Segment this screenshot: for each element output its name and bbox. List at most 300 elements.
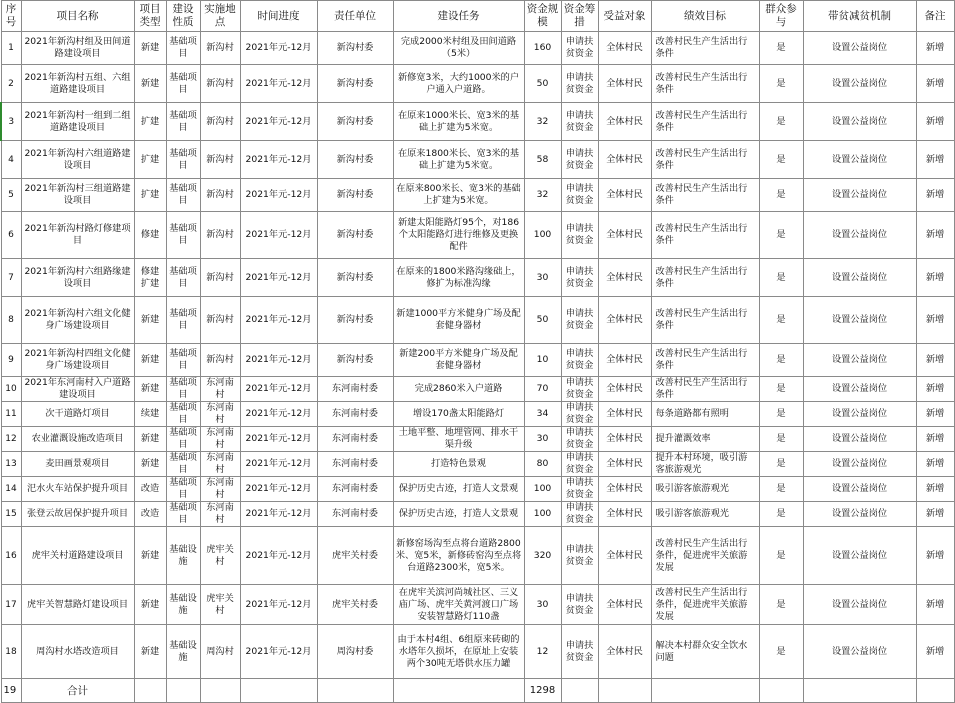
funding-source-cell: 申请扶贫资金: [561, 452, 598, 477]
location-cell: 新沟村: [200, 344, 240, 377]
project-name-cell: 2021年新沟村三组道路建设项目: [21, 179, 134, 212]
beneficiary-cell: 全体村民: [598, 452, 651, 477]
schedule-cell: 2021年元-12月: [240, 452, 317, 477]
construction-nature-cell: 基础项目: [166, 402, 200, 427]
header-cell: 受益对象: [598, 1, 651, 32]
row-index-cell: 14: [1, 477, 21, 502]
schedule-cell: 2021年元-12月: [240, 377, 317, 402]
project-name-cell: 2021年新沟村一组到二组道路建设项目: [21, 103, 134, 141]
funding-amount-cell: 320: [524, 527, 561, 585]
construction-nature-cell: 基础设施: [166, 585, 200, 625]
project-name-cell: 2021年新沟村六组路缘建设项目: [21, 259, 134, 297]
performance-goal-cell: 改善村民生产生活出行条件: [651, 377, 759, 402]
project-type-cell: 新建: [134, 527, 166, 585]
table-row: [1, 477, 954, 502]
task-cell: 打造特色景观: [393, 452, 524, 477]
responsible-unit-cell: 东河南村委: [317, 477, 393, 502]
schedule-cell: 2021年元-12月: [240, 212, 317, 259]
schedule-cell: 2021年元-12月: [240, 141, 317, 179]
responsible-unit-cell: 新沟村委: [317, 259, 393, 297]
location-cell: 新沟村: [200, 141, 240, 179]
poverty-mechanism-cell: 设置公益岗位: [803, 585, 916, 625]
task-cell: 保护历史古迹，打造人文景观: [393, 477, 524, 502]
beneficiary-cell: 全体村民: [598, 259, 651, 297]
public-participation-cell: 是: [759, 344, 803, 377]
poverty-mechanism-cell: 设置公益岗位: [803, 625, 916, 679]
beneficiary-cell: 全体村民: [598, 141, 651, 179]
location-cell: 新沟村: [200, 212, 240, 259]
total-amount-cell: 1298: [524, 679, 561, 703]
performance-goal-cell: 吸引游客旅游观光: [651, 502, 759, 527]
project-type-cell: 新建: [134, 625, 166, 679]
responsible-unit-cell: 东河南村委: [317, 402, 393, 427]
beneficiary-cell: 全体村民: [598, 179, 651, 212]
table-row: [1, 297, 954, 344]
beneficiary-cell: 全体村民: [598, 585, 651, 625]
project-name-cell: 虎牢关智慧路灯建设项目: [21, 585, 134, 625]
header-cell: 带贫减贫机制: [803, 1, 916, 32]
location-cell: 周沟村: [200, 625, 240, 679]
remark-cell: 新增: [916, 65, 954, 103]
header-cell: 项目类型: [134, 1, 166, 32]
responsible-unit-cell: 周沟村委: [317, 625, 393, 679]
performance-goal-cell: 吸引游客旅游观光: [651, 477, 759, 502]
header-cell: 绩效目标: [651, 1, 759, 32]
beneficiary-cell: 全体村民: [598, 65, 651, 103]
header-cell: 责任单位: [317, 1, 393, 32]
responsible-unit-cell: 虎牢关村委: [317, 585, 393, 625]
empty-cell: [561, 679, 598, 703]
row-index-cell: 7: [1, 259, 21, 297]
remark-cell: 新增: [916, 527, 954, 585]
header-cell: 实施地点: [200, 1, 240, 32]
schedule-cell: 2021年元-12月: [240, 344, 317, 377]
responsible-unit-cell: 新沟村委: [317, 297, 393, 344]
project-type-cell: 续建: [134, 402, 166, 427]
table-row: [1, 452, 954, 477]
location-cell: 东河南村: [200, 452, 240, 477]
remark-cell: 新增: [916, 32, 954, 65]
funding-amount-cell: 34: [524, 402, 561, 427]
funding-amount-cell: 160: [524, 32, 561, 65]
public-participation-cell: 是: [759, 477, 803, 502]
table-row: [1, 502, 954, 527]
funding-source-cell: 申请扶贫资金: [561, 212, 598, 259]
performance-goal-cell: 改善村民生产生活出行条件，促进虎牢关旅游发展: [651, 527, 759, 585]
row-index-cell: 15: [1, 502, 21, 527]
location-cell: 东河南村: [200, 427, 240, 452]
poverty-mechanism-cell: 设置公益岗位: [803, 259, 916, 297]
poverty-mechanism-cell: 设置公益岗位: [803, 527, 916, 585]
remark-cell: 新增: [916, 141, 954, 179]
project-type-cell: 新建: [134, 65, 166, 103]
responsible-unit-cell: 新沟村委: [317, 141, 393, 179]
task-cell: 完成2000米村组及田间道路（5米）: [393, 32, 524, 65]
remark-cell: 新增: [916, 402, 954, 427]
header-cell: 资金筹措: [561, 1, 598, 32]
performance-goal-cell: 提升灌溉效率: [651, 427, 759, 452]
beneficiary-cell: 全体村民: [598, 427, 651, 452]
total-row: [1, 679, 954, 703]
table-row: [1, 212, 954, 259]
remark-cell: 新增: [916, 377, 954, 402]
table-body: [1, 32, 954, 703]
location-cell: 新沟村: [200, 179, 240, 212]
funding-amount-cell: 30: [524, 259, 561, 297]
location-cell: 新沟村: [200, 32, 240, 65]
project-type-cell: 新建: [134, 32, 166, 65]
total-index-cell: 19: [1, 679, 21, 703]
project-name-cell: 次干道路灯项目: [21, 402, 134, 427]
header-cell: 资金规模: [524, 1, 561, 32]
project-type-cell: 改造: [134, 502, 166, 527]
task-cell: 在原来1000米长、宽3米的基础上扩建为5米宽。: [393, 103, 524, 141]
project-type-cell: 新建: [134, 297, 166, 344]
construction-nature-cell: 基础项目: [166, 452, 200, 477]
table-row: [1, 141, 954, 179]
location-cell: 新沟村: [200, 103, 240, 141]
remark-cell: 新增: [916, 477, 954, 502]
construction-nature-cell: 基础项目: [166, 259, 200, 297]
public-participation-cell: 是: [759, 402, 803, 427]
task-cell: 在虎牢关滨河尚城社区、三义庙广场、虎牢关黄河渡口广场安装智慧路灯110盏: [393, 585, 524, 625]
construction-nature-cell: 基础项目: [166, 141, 200, 179]
beneficiary-cell: 全体村民: [598, 297, 651, 344]
schedule-cell: 2021年元-12月: [240, 477, 317, 502]
responsible-unit-cell: 新沟村委: [317, 212, 393, 259]
public-participation-cell: 是: [759, 179, 803, 212]
project-type-cell: 改造: [134, 477, 166, 502]
location-cell: 东河南村: [200, 402, 240, 427]
project-name-cell: 汜水火车站保护提升项目: [21, 477, 134, 502]
table-row: [1, 344, 954, 377]
schedule-cell: 2021年元-12月: [240, 297, 317, 344]
project-name-cell: 2021年新沟村四组文化健身广场建设项目: [21, 344, 134, 377]
remark-cell: 新增: [916, 625, 954, 679]
funding-amount-cell: 50: [524, 297, 561, 344]
performance-goal-cell: 改善村民生产生活出行条件: [651, 297, 759, 344]
beneficiary-cell: 全体村民: [598, 477, 651, 502]
public-participation-cell: 是: [759, 502, 803, 527]
row-index-cell: 9: [1, 344, 21, 377]
row-index-cell: 12: [1, 427, 21, 452]
table-row: [1, 103, 954, 141]
funding-source-cell: 申请扶贫资金: [561, 179, 598, 212]
public-participation-cell: 是: [759, 32, 803, 65]
beneficiary-cell: 全体村民: [598, 625, 651, 679]
project-type-cell: 扩建: [134, 141, 166, 179]
empty-cell: [200, 679, 240, 703]
public-participation-cell: 是: [759, 141, 803, 179]
construction-nature-cell: 基础项目: [166, 212, 200, 259]
empty-cell: [598, 679, 651, 703]
beneficiary-cell: 全体村民: [598, 502, 651, 527]
header-cell: 群众参与: [759, 1, 803, 32]
responsible-unit-cell: 虎牢关村委: [317, 527, 393, 585]
location-cell: 东河南村: [200, 477, 240, 502]
funding-amount-cell: 70: [524, 377, 561, 402]
public-participation-cell: 是: [759, 452, 803, 477]
public-participation-cell: 是: [759, 65, 803, 103]
beneficiary-cell: 全体村民: [598, 377, 651, 402]
funding-source-cell: 申请扶贫资金: [561, 502, 598, 527]
funding-source-cell: 申请扶贫资金: [561, 402, 598, 427]
project-type-cell: 新建: [134, 452, 166, 477]
task-cell: 保护历史古迹，打造人文景观: [393, 502, 524, 527]
schedule-cell: 2021年元-12月: [240, 103, 317, 141]
header-cell: 建设性质: [166, 1, 200, 32]
task-cell: 新建200平方米健身广场及配套健身器材: [393, 344, 524, 377]
performance-goal-cell: 每条道路都有照明: [651, 402, 759, 427]
funding-amount-cell: 100: [524, 502, 561, 527]
empty-cell: [317, 679, 393, 703]
table-row: [1, 585, 954, 625]
project-type-cell: 新建: [134, 377, 166, 402]
project-name-cell: 2021年新沟村组及田间道路建设项目: [21, 32, 134, 65]
table-row: [1, 32, 954, 65]
construction-nature-cell: 基础项目: [166, 297, 200, 344]
funding-amount-cell: 50: [524, 65, 561, 103]
public-participation-cell: 是: [759, 212, 803, 259]
project-type-cell: 扩建: [134, 179, 166, 212]
row-index-cell: 13: [1, 452, 21, 477]
project-type-cell: 新建: [134, 344, 166, 377]
poverty-mechanism-cell: 设置公益岗位: [803, 32, 916, 65]
public-participation-cell: 是: [759, 103, 803, 141]
task-cell: 土地平整、地埋管网、排水干渠升级: [393, 427, 524, 452]
remark-cell: 新增: [916, 585, 954, 625]
poverty-mechanism-cell: 设置公益岗位: [803, 212, 916, 259]
empty-cell: [240, 679, 317, 703]
funding-source-cell: 申请扶贫资金: [561, 477, 598, 502]
row-index-cell: 8: [1, 297, 21, 344]
schedule-cell: 2021年元-12月: [240, 585, 317, 625]
construction-nature-cell: 基础项目: [166, 502, 200, 527]
task-cell: 新修宽3米，大约1000米的户户通入户道路。: [393, 65, 524, 103]
project-name-cell: 虎牢关村道路建设项目: [21, 527, 134, 585]
empty-cell: [759, 679, 803, 703]
row-index-cell: 16: [1, 527, 21, 585]
schedule-cell: 2021年元-12月: [240, 527, 317, 585]
public-participation-cell: 是: [759, 527, 803, 585]
beneficiary-cell: 全体村民: [598, 103, 651, 141]
poverty-mechanism-cell: 设置公益岗位: [803, 377, 916, 402]
funding-amount-cell: 30: [524, 585, 561, 625]
public-participation-cell: 是: [759, 377, 803, 402]
construction-nature-cell: 基础项目: [166, 344, 200, 377]
schedule-cell: 2021年元-12月: [240, 427, 317, 452]
header-cell: 项目名称: [21, 1, 134, 32]
project-name-cell: 2021年新沟村路灯修建项目: [21, 212, 134, 259]
poverty-mechanism-cell: 设置公益岗位: [803, 427, 916, 452]
table-row: [1, 427, 954, 452]
performance-goal-cell: 解决本村群众安全饮水问题: [651, 625, 759, 679]
beneficiary-cell: 全体村民: [598, 32, 651, 65]
poverty-mechanism-cell: 设置公益岗位: [803, 452, 916, 477]
funding-source-cell: 申请扶贫资金: [561, 377, 598, 402]
task-cell: 新建1000平方米健身广场及配套健身器材: [393, 297, 524, 344]
row-index-cell: 17: [1, 585, 21, 625]
public-participation-cell: 是: [759, 585, 803, 625]
construction-nature-cell: 基础项目: [166, 477, 200, 502]
responsible-unit-cell: 东河南村委: [317, 452, 393, 477]
schedule-cell: 2021年元-12月: [240, 179, 317, 212]
table-row: [1, 179, 954, 212]
performance-goal-cell: 改善村民生产生活出行条件: [651, 212, 759, 259]
row-index-cell: 11: [1, 402, 21, 427]
project-type-cell: 新建: [134, 585, 166, 625]
performance-goal-cell: 改善村民生产生活出行条件: [651, 259, 759, 297]
funding-source-cell: 申请扶贫资金: [561, 527, 598, 585]
poverty-mechanism-cell: 设置公益岗位: [803, 141, 916, 179]
construction-nature-cell: 基础项目: [166, 32, 200, 65]
poverty-mechanism-cell: 设置公益岗位: [803, 502, 916, 527]
table-row: [1, 527, 954, 585]
header-cell: 建设任务: [393, 1, 524, 32]
empty-cell: [916, 679, 954, 703]
empty-cell: [166, 679, 200, 703]
remark-cell: 新增: [916, 259, 954, 297]
task-cell: 由于本村4组、6组原来砖砌的水塔年久损坏，在原址上安装两个30吨无塔供水压力罐: [393, 625, 524, 679]
project-name-cell: 周沟村水塔改造项目: [21, 625, 134, 679]
construction-nature-cell: 基础项目: [166, 377, 200, 402]
responsible-unit-cell: 新沟村委: [317, 65, 393, 103]
beneficiary-cell: 全体村民: [598, 402, 651, 427]
total-label-cell: 合计: [21, 679, 134, 703]
construction-nature-cell: 基础项目: [166, 103, 200, 141]
responsible-unit-cell: 新沟村委: [317, 344, 393, 377]
poverty-mechanism-cell: 设置公益岗位: [803, 103, 916, 141]
table-row: [1, 625, 954, 679]
empty-cell: [134, 679, 166, 703]
empty-cell: [393, 679, 524, 703]
location-cell: 新沟村: [200, 65, 240, 103]
performance-goal-cell: 改善村民生产生活出行条件: [651, 32, 759, 65]
public-participation-cell: 是: [759, 427, 803, 452]
poverty-mechanism-cell: 设置公益岗位: [803, 65, 916, 103]
construction-nature-cell: 基础项目: [166, 179, 200, 212]
location-cell: 东河南村: [200, 377, 240, 402]
beneficiary-cell: 全体村民: [598, 344, 651, 377]
row-index-cell: 2: [1, 65, 21, 103]
schedule-cell: 2021年元-12月: [240, 259, 317, 297]
funding-amount-cell: 30: [524, 427, 561, 452]
row-index-cell: 3: [1, 103, 21, 141]
funding-source-cell: 申请扶贫资金: [561, 344, 598, 377]
header-cell: 时间进度: [240, 1, 317, 32]
funding-source-cell: 申请扶贫资金: [561, 141, 598, 179]
beneficiary-cell: 全体村民: [598, 527, 651, 585]
funding-source-cell: 申请扶贫资金: [561, 103, 598, 141]
empty-cell: [651, 679, 759, 703]
table-row: [1, 259, 954, 297]
construction-nature-cell: 基础设施: [166, 625, 200, 679]
project-name-cell: 2021年新沟村六组道路建设项目: [21, 141, 134, 179]
performance-goal-cell: 改善村民生产生活出行条件: [651, 141, 759, 179]
beneficiary-cell: 全体村民: [598, 212, 651, 259]
funding-source-cell: 申请扶贫资金: [561, 427, 598, 452]
performance-goal-cell: 改善村民生产生活出行条件: [651, 344, 759, 377]
funding-source-cell: 申请扶贫资金: [561, 585, 598, 625]
task-cell: 在原来800米长、宽3米的基础上扩建为5米宽。: [393, 179, 524, 212]
project-type-cell: 修建: [134, 212, 166, 259]
construction-nature-cell: 基础设施: [166, 527, 200, 585]
funding-amount-cell: 12: [524, 625, 561, 679]
project-name-cell: 2021年东河南村入户道路建设项目: [21, 377, 134, 402]
responsible-unit-cell: 东河南村委: [317, 427, 393, 452]
funding-source-cell: 申请扶贫资金: [561, 65, 598, 103]
row-index-cell: 4: [1, 141, 21, 179]
task-cell: 新修窑场沟至点将台道路2800米、宽5米，新修砖窑沟至点将台道路2300米，宽5米。: [393, 527, 524, 585]
poverty-mechanism-cell: 设置公益岗位: [803, 402, 916, 427]
row-index-cell: 5: [1, 179, 21, 212]
project-name-cell: 2021年新沟村五组、六组道路建设项目: [21, 65, 134, 103]
performance-goal-cell: 改善村民生产生活出行条件: [651, 103, 759, 141]
project-name-cell: 2021年新沟村六组文化健身广场建设项目: [21, 297, 134, 344]
poverty-mechanism-cell: 设置公益岗位: [803, 297, 916, 344]
row-index-cell: 6: [1, 212, 21, 259]
remark-cell: 新增: [916, 212, 954, 259]
construction-nature-cell: 基础项目: [166, 65, 200, 103]
funding-amount-cell: 32: [524, 179, 561, 212]
location-cell: 虎牢关村: [200, 527, 240, 585]
row-index-cell: 18: [1, 625, 21, 679]
schedule-cell: 2021年元-12月: [240, 65, 317, 103]
remark-cell: 新增: [916, 452, 954, 477]
schedule-cell: 2021年元-12月: [240, 402, 317, 427]
header-row: [1, 1, 954, 32]
responsible-unit-cell: 新沟村委: [317, 179, 393, 212]
project-name-cell: 麦田画景观项目: [21, 452, 134, 477]
task-cell: 新建太阳能路灯95个，对186个太阳能路灯进行维修及更换配件: [393, 212, 524, 259]
table-row: [1, 377, 954, 402]
responsible-unit-cell: 新沟村委: [317, 103, 393, 141]
header-cell: 备注: [916, 1, 954, 32]
remark-cell: 新增: [916, 502, 954, 527]
funding-source-cell: 申请扶贫资金: [561, 259, 598, 297]
poverty-mechanism-cell: 设置公益岗位: [803, 344, 916, 377]
remark-cell: 新增: [916, 103, 954, 141]
public-participation-cell: 是: [759, 297, 803, 344]
task-cell: 在原来1800米长、宽3米的基础上扩建为5米宽。: [393, 141, 524, 179]
remark-cell: 新增: [916, 427, 954, 452]
performance-goal-cell: 提升本村环境，吸引游客旅游观光: [651, 452, 759, 477]
location-cell: 新沟村: [200, 259, 240, 297]
project-name-cell: 张登云故居保护提升项目: [21, 502, 134, 527]
location-cell: 东河南村: [200, 502, 240, 527]
remark-cell: 新增: [916, 179, 954, 212]
remark-cell: 新增: [916, 297, 954, 344]
table-row: [1, 65, 954, 103]
performance-goal-cell: 改善村民生产生活出行条件: [651, 65, 759, 103]
empty-cell: [803, 679, 916, 703]
table-row: [1, 402, 954, 427]
row-index-cell: 10: [1, 377, 21, 402]
task-cell: 完成2860米入户道路: [393, 377, 524, 402]
schedule-cell: 2021年元-12月: [240, 502, 317, 527]
project-type-cell: 扩建: [134, 103, 166, 141]
construction-nature-cell: 基础项目: [166, 427, 200, 452]
responsible-unit-cell: 东河南村委: [317, 377, 393, 402]
header-cell: 序号: [1, 1, 21, 32]
public-participation-cell: 是: [759, 259, 803, 297]
funding-amount-cell: 32: [524, 103, 561, 141]
funding-amount-cell: 100: [524, 477, 561, 502]
project-type-cell: 修建扩建: [134, 259, 166, 297]
funding-source-cell: 申请扶贫资金: [561, 625, 598, 679]
project-name-cell: 农业灌溉设施改造项目: [21, 427, 134, 452]
schedule-cell: 2021年元-12月: [240, 32, 317, 65]
